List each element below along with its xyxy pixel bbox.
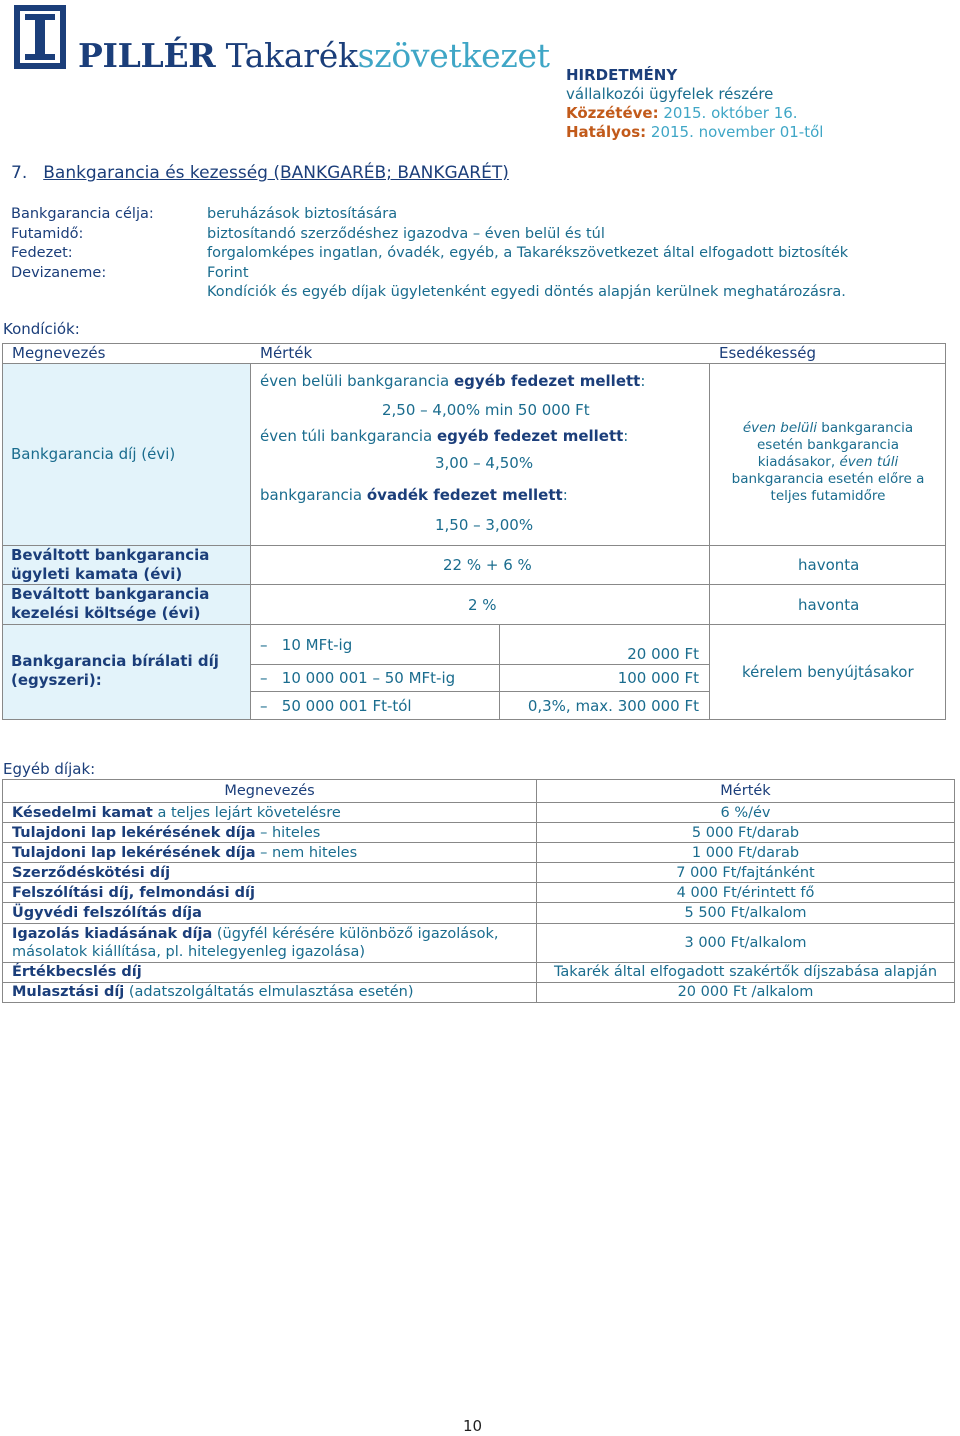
review-tier-fee: 100 000 Ft bbox=[617, 669, 699, 687]
fee-value: 5 500 Ft/alkalom bbox=[537, 903, 955, 923]
table-row bbox=[3, 823, 955, 843]
review-tier-fee: 0,3%, max. 300 000 Ft bbox=[527, 697, 699, 715]
logo-part1: PILLÉR bbox=[78, 36, 216, 75]
table-row bbox=[3, 883, 955, 903]
fee-name: Felszólítási díj, felmondási díj bbox=[3, 883, 537, 903]
col-header-rate: Mérték bbox=[260, 344, 313, 362]
other-fees-table bbox=[2, 779, 955, 1003]
fee-value: 7 000 Ft/fajtánként bbox=[537, 863, 955, 883]
review-tier-range: – 10 000 001 – 50 MFt-ig bbox=[260, 669, 456, 687]
announcement-subtitle: vállalkozói ügyfelek részére bbox=[566, 85, 774, 103]
page-number: 10 bbox=[463, 1417, 483, 1435]
other-fees-header-row bbox=[3, 780, 955, 803]
table-row bbox=[3, 843, 955, 863]
fee-value: 6 %/év bbox=[537, 803, 955, 823]
logo-part3: szövetkezet bbox=[357, 36, 550, 75]
info-label: Fedezet: bbox=[11, 245, 73, 261]
logo-wordmark bbox=[78, 36, 550, 75]
interest-due: havonta bbox=[798, 556, 860, 574]
fee-deposit-label: bankgarancia óvadék fedezet mellett: bbox=[260, 486, 568, 504]
info-label: Devizaneme: bbox=[11, 264, 107, 281]
info-value: Forint bbox=[207, 264, 249, 281]
fee-beyond-label: éven túli bankgarancia egyéb fedezet mellett: bbox=[260, 427, 629, 445]
announcement-title: HIRDETMÉNY bbox=[566, 66, 678, 84]
handling-name: Beváltott bankgarancia kezelési költsége (évi) bbox=[11, 585, 210, 622]
table-row bbox=[3, 982, 955, 1002]
fee-name: Értékbecslés díj bbox=[3, 962, 537, 982]
published-line: Közzétéve: 2015. október 16. bbox=[566, 104, 798, 122]
fee-due: éven belüli bankgarancia esetén bankgarancia kiadásakor, éven túli bankgarancia esetén előre a teljes futamidőre bbox=[731, 420, 925, 504]
fee-name: Szerződéskötési díj bbox=[3, 863, 537, 883]
fee-value: 5 000 Ft/darab bbox=[537, 823, 955, 843]
fee-name: Bankgarancia díj (évi) bbox=[11, 445, 176, 463]
fee-beyond-rate: 3,00 – 4,50% bbox=[435, 454, 534, 472]
interest-name: Beváltott bankgarancia ügyleti kamata (évi) bbox=[11, 546, 210, 583]
info-labels bbox=[11, 205, 154, 283]
col-header-name: Megnevezés bbox=[12, 344, 106, 362]
info-value: beruházások biztosítására bbox=[207, 206, 398, 222]
logo-mark-icon bbox=[13, 4, 67, 70]
logo-part2: Takarék bbox=[225, 36, 358, 75]
fee-name: Tulajdoni lap lekérésének díja – nem hiteles bbox=[3, 843, 537, 863]
table-row bbox=[3, 923, 955, 962]
fee-value: 1 000 Ft/darab bbox=[537, 843, 955, 863]
col-header-name: Megnevezés bbox=[3, 780, 537, 803]
conditions-heading: Kondíciók: bbox=[3, 320, 80, 338]
info-value: biztosítandó szerződéshez igazodva – éven belül és túl bbox=[207, 225, 605, 242]
fee-within-rate: 2,50 – 4,00% min 50 000 Ft bbox=[382, 401, 590, 419]
interest-rate: 22 % + 6 % bbox=[443, 556, 532, 574]
col-header-rate: Mérték bbox=[537, 780, 955, 803]
review-tier-range: – 10 MFt-ig bbox=[260, 636, 353, 654]
col-header-due: Esedékesség bbox=[719, 344, 817, 362]
info-value: forgalomképes ingatlan, óvadék, egyéb, a Takarékszövetkezet által elfogadott biztosíték bbox=[207, 245, 849, 261]
handling-due: havonta bbox=[798, 596, 860, 614]
announcement-header bbox=[566, 66, 823, 142]
table-row bbox=[3, 863, 955, 883]
fee-name: Ügyvédi felszólítás díja bbox=[3, 903, 537, 923]
fee-value: Takarék által elfogadott szakértők díjszabása alapján bbox=[537, 962, 955, 982]
fee-value: 20 000 Ft /alkalom bbox=[537, 982, 955, 1002]
effective-line: Hatályos: 2015. november 01-től bbox=[566, 123, 824, 141]
conditions-table bbox=[2, 343, 946, 720]
handling-rate: 2 % bbox=[468, 596, 497, 614]
fee-name: Mulasztási díj (adatszolgáltatás elmulasztása esetén) bbox=[3, 982, 537, 1002]
section-title: Bankgarancia és kezesség (BANKGARÉB; BANKGARÉT) bbox=[43, 163, 509, 183]
review-tier-fee: 20 000 Ft bbox=[627, 645, 699, 663]
table-row bbox=[3, 962, 955, 982]
fee-value: 4 000 Ft/érintett fő bbox=[537, 883, 955, 903]
fee-within-label: éven belüli bankgarancia egyéb fedezet mellett: bbox=[260, 372, 646, 390]
section-heading bbox=[11, 163, 509, 183]
table-row bbox=[3, 803, 955, 823]
review-tier-range: – 50 000 001 Ft-tól bbox=[260, 697, 412, 715]
table-row bbox=[3, 903, 955, 923]
fee-value: 3 000 Ft/alkalom bbox=[537, 923, 955, 962]
info-value: Kondíciók és egyéb díjak ügyletenként egyedi döntés alapján kerülnek meghatározásra. bbox=[207, 284, 846, 300]
fee-deposit-rate: 1,50 – 3,00% bbox=[435, 516, 534, 534]
fee-name: Késedelmi kamat a teljes lejárt követelésre bbox=[3, 803, 537, 823]
info-label: Futamidő: bbox=[11, 225, 84, 242]
info-label: Bankgarancia célja: bbox=[11, 206, 154, 222]
review-name: Bankgarancia bírálati díj (egyszeri): bbox=[11, 652, 219, 689]
fee-name: Tulajdoni lap lekérésének díja – hiteles bbox=[3, 823, 537, 843]
fee-name: Igazolás kiadásának díja (ügyfél kérésére különböző igazolások, másolatok kiállítása, pl. hitelegyenleg igazolása) bbox=[3, 923, 537, 962]
review-due: kérelem benyújtásakor bbox=[742, 663, 914, 681]
section-number: 7. bbox=[11, 163, 28, 183]
other-fees-heading: Egyéb díjak: bbox=[3, 760, 96, 778]
info-values bbox=[207, 205, 848, 303]
